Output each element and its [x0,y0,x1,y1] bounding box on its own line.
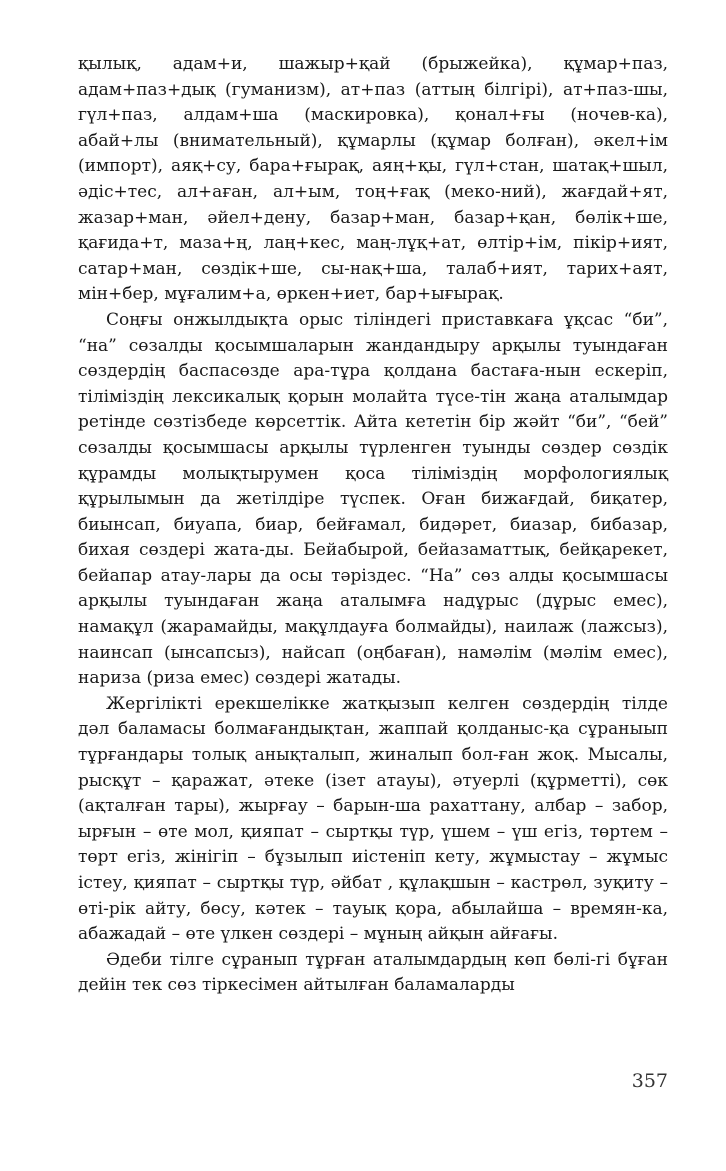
paragraph-1: қылық, адам+и, шажыр+қай (брыжейка), құмар+паз, адам+паз+дық (гуманизм), ат+паз (аттың білгірі), ат+паз-шы, гүл+паз, алдам+ша (маскировка), қонал+ғы (ночев-ка), абай+лы (внимательный), құмарлы (құмар болған), әкел+ім (импорт), аяқ+су, бара+ғырақ, аяң+қы, гүл+стан, шатақ+шыл, әдіс+тес, ал+аған, ал+ым, тоң+ғақ (меко-ний), жағдай+ят, жазар+ман, әйел+дену, базар+ман, базар+қан, бөлік+ше, қағида+т, маза+ң, лаң+кес, маң-лұқ+ат, өлтір+ім, пікір+ият, сатар+ман, сөздік+ше, сы-нақ+ша, талаб+ият, тарих+аят, мін+бер, мұғалим+а, өркен+иет, бар+ығырақ. [78,54,668,305]
paragraph-3: Жергілікті ерекшелікке жатқызып келген сөздердің тілде дәл баламасы болмағандықтан, жаппай қолданыс-қа сұраныып тұрғандары толық анықталып, жиналып бол-ған жоқ. Мысалы, рысқұт – қаражат, әтеке (ізет атауы), әтуерлі (құрметті), сөк (ақталған тары), жырғау – барын-ша рахаттану, албар – забор, ырғын – өте мол, қияпат – сыртқы түр, үшем – үш егіз, төртем – төрт егіз, жінігіп – бұзылып иістеніп кету, жұмыстау – жұмыс істеу, қияпат – сыртқы түр, әйбат , құлақшын – кастрөл, зуқиту – өті-рік айту, бөсу, кәтек – тауық қора, абылайша – времян-ка, абажадай – өте үлкен сөздері – мұның айқын айғағы. [78,693,668,945]
paragraph-2: Соңғы онжылдықта орыс тіліндегі приставкаға ұқсас “би”, “на” сөзалды қосымшаларын жандандыру арқылы туындаған сөздердің баспасөзде ара-тұра қолдана бастаға-нын ескеріп, тіліміздің лексикалық қорын молайта түсе-тін жаңа аталымдар ретінде сөзтізбеде көрсеттік. Айта кететін бір жәйт “би”, “бей” сөзалды қосымшасы арқылы түрленген туынды сөздер сөздік құрамды молықтырумен қоса тіліміздің морфологиялық құрылымын да жетілдіре түспек. Оған бижағдай, биқатер, биынсап, биуапа, биар, бейғамал, бидәрет, биазар, бибазар, бихая сөздері жата-ды. Бейабырой, бейазаматтық, бейқарекет, бейапар атау-лары да осы тәріздес. “На” сөз алды қосымшасы арқылы туындаған жаңа аталымға надұрыс (дұрыс емес), намақұл (жарамайды, мақұлдауға болмайды), наилаж (лажсыз), наинсап (ынсапсыз), найсап (оңбаған), намәлім (мәлім емес), нариза (риза емес) сөздері жатады. [78,309,668,689]
paragraph-4: Әдеби тілге сұранып тұрған аталымдардың көп бөлі-гі бұған дейін тек сөз тіркесімен айтылған баламаларды [78,949,668,996]
page-text-block [78,52,668,999]
page-number: 357 [631,1070,668,1092]
